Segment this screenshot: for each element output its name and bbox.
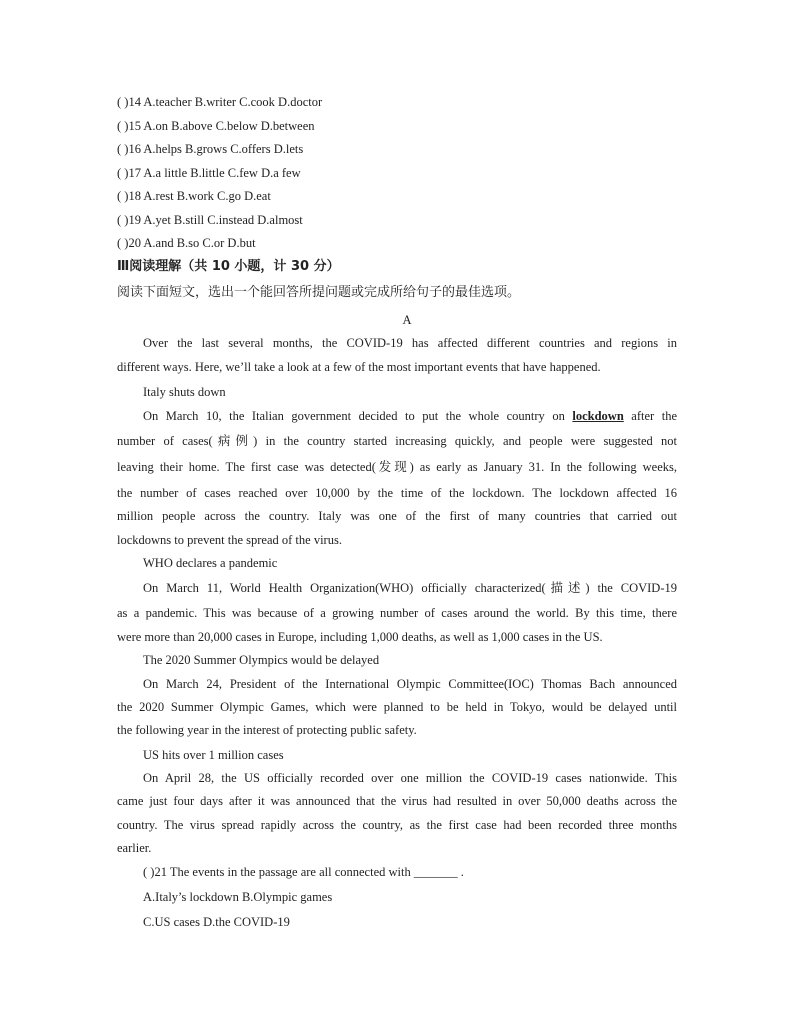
intro-line: different ways. Here, we’ll take a look at a few of the most important events that have happened. <box>117 360 601 374</box>
heading-us: US hits over 1 million cases <box>143 748 284 762</box>
lockdown-word: lockdown <box>572 409 624 423</box>
question-21-stem: ( )21 The events in the passage are all connected with _______ . <box>143 865 464 879</box>
who-line: On March 11, World Health Organization(WHO) officially characterized(描述) the COVID-19 <box>143 581 677 595</box>
olympics-line: the following year in the interest of protecting public safety. <box>117 723 417 737</box>
italy-line: the number of cases reached over 10,000 by the time of the lockdown. The lockdown affected 16 <box>117 486 677 500</box>
us-line: earlier. <box>117 841 152 855</box>
cloze-option-17: ( )17 A.a little B.little C.few D.a few <box>117 166 301 180</box>
heading-italy: Italy shuts down <box>143 385 226 399</box>
us-line: On April 28, the US officially recorded over one million the COVID-19 cases nationwide. This <box>143 771 677 785</box>
section-title: Ⅲ阅读理解（共 10 小题，计 30 分） <box>117 259 340 274</box>
question-21-options: C.US cases D.the COVID-19 <box>143 915 290 929</box>
cloze-option-16: ( )16 A.helps B.grows C.offers D.lets <box>117 142 304 156</box>
cloze-option-19: ( )19 A.yet B.still C.instead D.almost <box>117 213 303 227</box>
italy-line: million people across the country. Italy was one of the first of many countries that carried out <box>117 509 677 523</box>
cloze-option-18: ( )18 A.rest B.work C.go D.eat <box>117 189 271 203</box>
olympics-line: On March 24, President of the International Olympic Committee(IOC) Thomas Bach announced <box>143 677 677 691</box>
italy-line: leaving their home. The first case was detected(发现) as early as January 31. In the following weeks, <box>117 460 677 474</box>
italy-text: after the <box>623 409 678 423</box>
us-line: country. The virus spread rapidly across the country, as the first case had been recorded three months <box>117 818 677 832</box>
who-line: as a pandemic. This was because of a growing number of cases around the world. By this time, there <box>117 606 677 620</box>
italy-line: lockdowns to prevent the spread of the virus. <box>117 533 342 547</box>
question-21-options: A.Italy’s lockdown B.Olympic games <box>143 890 333 904</box>
olympics-line: the 2020 Summer Olympic Games, which were planned to be held in Tokyo, would be delayed until <box>117 700 677 714</box>
us-line: came just four days after it was announced that the virus had resulted in over 50,000 deaths across the <box>117 794 677 808</box>
who-line: were more than 20,000 cases in Europe, including 1,000 deaths, as well as 1,000 cases in the US. <box>117 630 603 644</box>
italy-line <box>117 408 677 424</box>
heading-olympics: The 2020 Summer Olympics would be delayed <box>143 653 380 667</box>
cloze-option-15: ( )15 A.on B.above C.below D.between <box>117 119 315 133</box>
cloze-option-20: ( )20 A.and B.so C.or D.but <box>117 236 256 250</box>
passage-label: A <box>402 313 412 327</box>
italy-text: On March 10, the Italian government decided to put the whole country on <box>143 409 573 423</box>
cloze-option-14: ( )14 A.teacher B.writer C.cook D.doctor <box>117 95 323 109</box>
heading-who: WHO declares a pandemic <box>143 556 278 570</box>
intro-line: Over the last several months, the COVID-19 has affected different countries and regions in <box>143 336 677 350</box>
italy-line: number of cases(病例) in the country started increasing quickly, and people were suggested not <box>117 434 677 448</box>
section-instruction: 阅读下面短文，选出一个能回答所提问题或完成所给句子的最佳选项。 <box>117 285 521 300</box>
